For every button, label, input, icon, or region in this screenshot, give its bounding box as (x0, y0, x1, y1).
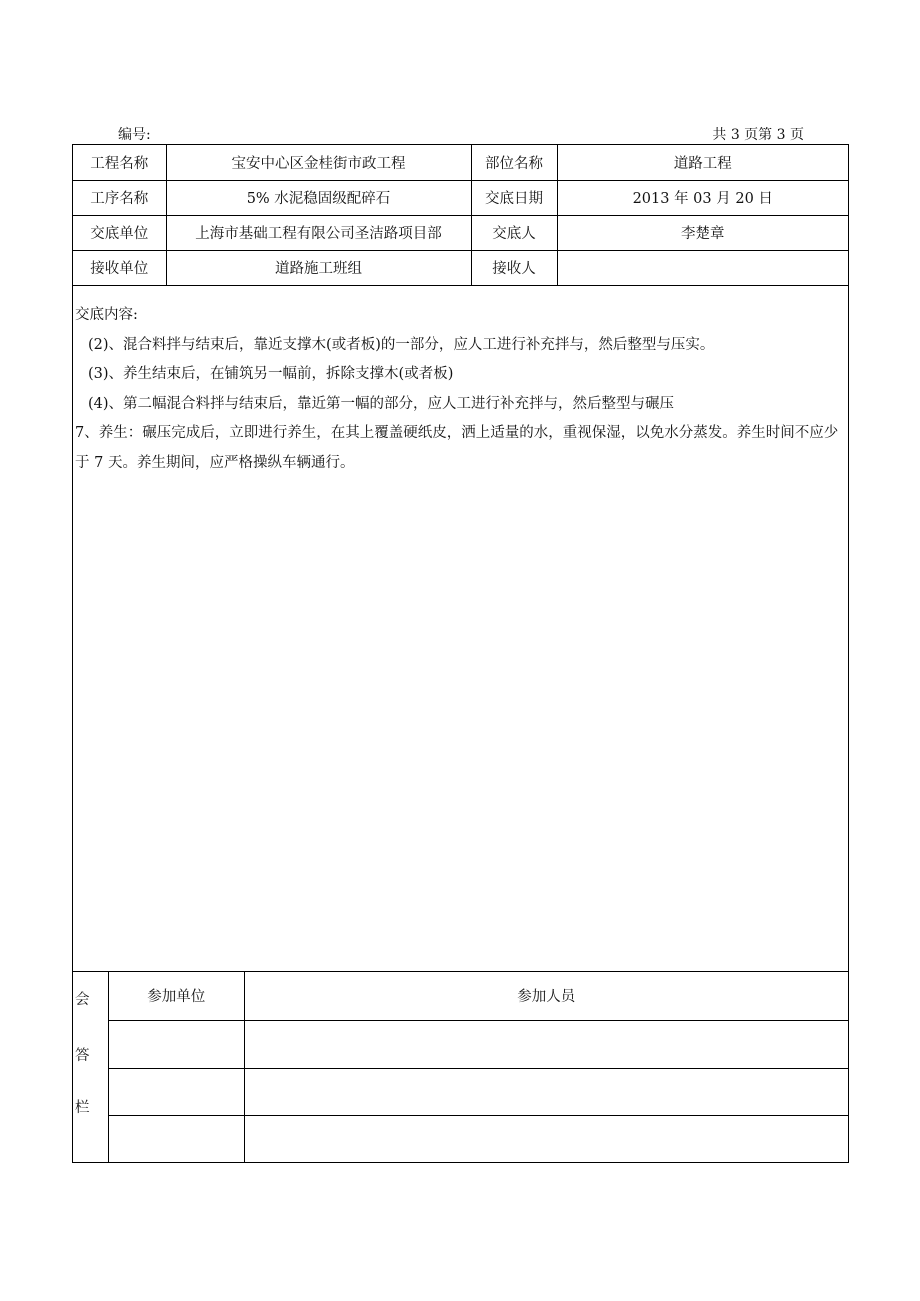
receiver-value (557, 250, 848, 285)
signoff-section (73, 971, 848, 1162)
disclosure-form (72, 144, 849, 1163)
project-name-label: 工程名称 (73, 145, 166, 180)
content-title: 交底内容: (75, 307, 138, 323)
part-name-value: 道路工程 (557, 145, 848, 180)
project-name-value: 宝安中心区金桂街市政工程 (166, 145, 471, 180)
issuer-label: 交底人 (471, 215, 557, 250)
disclosure-date-label: 交底日期 (471, 180, 557, 215)
table-row (109, 1068, 848, 1115)
issuer-unit-value: 上海市基础工程有限公司圣洁路项目部 (166, 215, 471, 250)
serial-number-label: 编号: (118, 127, 151, 143)
participating-people-header: 参加人员 (244, 972, 848, 1020)
table-row (73, 145, 848, 180)
side-char: 会 (75, 992, 90, 1008)
content-line: (3)、养生结束后，在铺筑另一幅前，拆除支撑木(或者板) (88, 366, 454, 382)
process-name-value: 5% 水泥稳固级配碎石 (166, 180, 471, 215)
people-cell[interactable] (244, 1068, 848, 1115)
receiver-unit-label: 接收单位 (73, 250, 166, 285)
receiver-unit-value: 道路施工班组 (166, 250, 471, 285)
signoff-table (109, 972, 848, 1162)
disclosure-date-value: 2013 年 03 月 20 日 (557, 180, 848, 215)
people-cell[interactable] (244, 1020, 848, 1068)
table-row (109, 972, 848, 1020)
unit-cell[interactable] (109, 1020, 244, 1068)
side-char: 栏 (75, 1100, 90, 1116)
table-row (73, 250, 848, 285)
table-row (109, 1115, 848, 1162)
issuer-value: 李楚章 (557, 215, 848, 250)
people-cell[interactable] (244, 1115, 848, 1162)
participating-unit-header: 参加单位 (109, 972, 244, 1020)
issuer-unit-label: 交底单位 (73, 215, 166, 250)
page-info: 共 3 页第 3 页 (712, 127, 804, 143)
table-row (109, 1020, 848, 1068)
process-name-label: 工序名称 (73, 180, 166, 215)
info-table (73, 145, 848, 286)
content-line: (2)、混合料拌与结束后，靠近支撑木(或者板)的一部分，应人工进行补充拌与，然后整型与压实。 (88, 336, 715, 353)
side-char: 答 (75, 1048, 90, 1064)
unit-cell[interactable] (109, 1115, 244, 1162)
part-name-label: 部位名称 (471, 145, 557, 180)
content-line: (4)、第二幅混合料拌与结束后，靠近第一幅的部分，应人工进行补充拌与，然后整型与碾压 (88, 395, 675, 412)
content-line: 7、养生：碾压完成后，立即进行养生，在其上覆盖硬纸皮，洒上适量的水，重视保湿，以免水分蒸发。养生时间不应少于 7 天。养生期间，应严格操纵车辆通行。 (75, 425, 839, 471)
table-row (73, 215, 848, 250)
table-row (73, 180, 848, 215)
receiver-label: 接收人 (471, 250, 557, 285)
unit-cell[interactable] (109, 1068, 244, 1115)
disclosure-content (73, 289, 848, 971)
signoff-side-label (73, 972, 109, 1163)
